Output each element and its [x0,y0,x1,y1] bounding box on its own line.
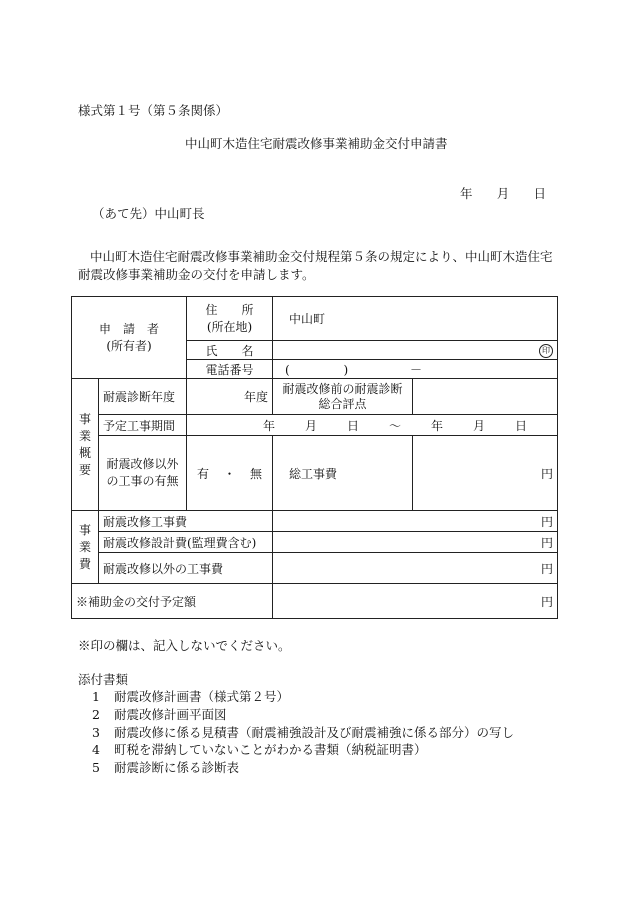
subsidy-field[interactable]: 円 [273,584,558,619]
row-cost-other [72,553,558,584]
address-label: 住 所 (所在地) [187,297,273,341]
cost-side-label: 事 業 費 [72,511,99,584]
total-cost-label: 総工事費 [273,436,413,511]
row-period [72,415,558,436]
list-item: 4 町税を滞納していないことがわかる書類（納税証明書） [92,742,427,758]
addressee: （あて先）中山町長 [92,206,205,221]
cost-label-design: 耐震改修設計費(監理費含む) [99,532,273,553]
period-field[interactable]: 年 月 日 ～ 年 月 日 [187,415,558,436]
row-subsidy [72,584,558,619]
list-item: 3 耐震改修に係る見積書（耐震補強設計及び耐震補強に係る部分）の写し [92,724,515,740]
form-number: 様式第１号（第５条関係） [78,103,229,118]
cost-field-design[interactable]: 円 [273,532,558,553]
date-day: 日 [533,186,546,201]
evaluation-field[interactable] [413,379,558,415]
date-year: 年 [460,186,473,201]
phone-field[interactable]: ( ) － [273,360,558,379]
note-text: ※印の欄は、記入しないでください。 [78,638,291,653]
period-label: 予定工事期間 [99,415,187,436]
seal-icon: 印 [539,344,553,358]
row-diagnosis [72,379,558,415]
statement-line-1: 中山町木造住宅耐震改修事業補助金交付規程第５条の規定により、中山町木造住宅 [90,249,553,264]
list-item: 5 耐震診断に係る診断表 [92,760,240,776]
applicant-label: 申 請 者 (所有者) [72,297,187,379]
other-work-label: 耐震改修以外 の工事の有無 [99,436,187,511]
cost-label-other: 耐震改修以外の工事費 [99,553,273,584]
list-item: 1 耐震改修計画書（様式第２号） [92,689,290,704]
other-work-choice[interactable]: 有 ・ 無 [187,436,273,511]
date-month: 月 [496,186,510,201]
date-line [460,184,546,202]
document-title: 中山町木造住宅耐震改修事業補助金交付申請書 [185,136,448,151]
list-item: 2 耐震改修計画平面図 [92,706,227,722]
row-cost-design [72,532,558,553]
cost-field-retrofit[interactable]: 円 [273,511,558,532]
diagnosis-year-label: 耐震診断年度 [99,379,187,415]
overview-side-label: 事 業 概 要 [72,379,99,511]
attachments-list [92,688,514,777]
evaluation-label: 耐震改修前の耐震診断 総合評点 [273,379,413,415]
cost-field-other[interactable]: 円 [273,553,558,584]
no-option[interactable]: 無 [249,466,262,481]
phone-label: 電話番号 [187,360,273,379]
application-statement [78,248,556,284]
row-cost-retrofit [72,511,558,532]
total-cost-field[interactable]: 円 [413,436,558,511]
address-value: 中山町 [289,312,326,326]
diagnosis-year-field[interactable]: 年度 [187,379,273,415]
cost-label-retrofit: 耐震改修工事費 [99,511,273,532]
row-address [72,297,558,341]
address-field[interactable] [273,297,558,341]
yes-option[interactable]: 有 [197,466,210,481]
attachments-heading: 添付書類 [78,672,129,687]
name-label: 氏 名 [187,341,273,360]
application-form-table [71,296,558,619]
name-field[interactable] [273,341,558,360]
subsidy-label: ※補助金の交付予定額 [72,584,273,619]
row-other-work [72,436,558,511]
statement-line-2: 耐震改修事業補助金の交付を申請します。 [78,267,315,282]
